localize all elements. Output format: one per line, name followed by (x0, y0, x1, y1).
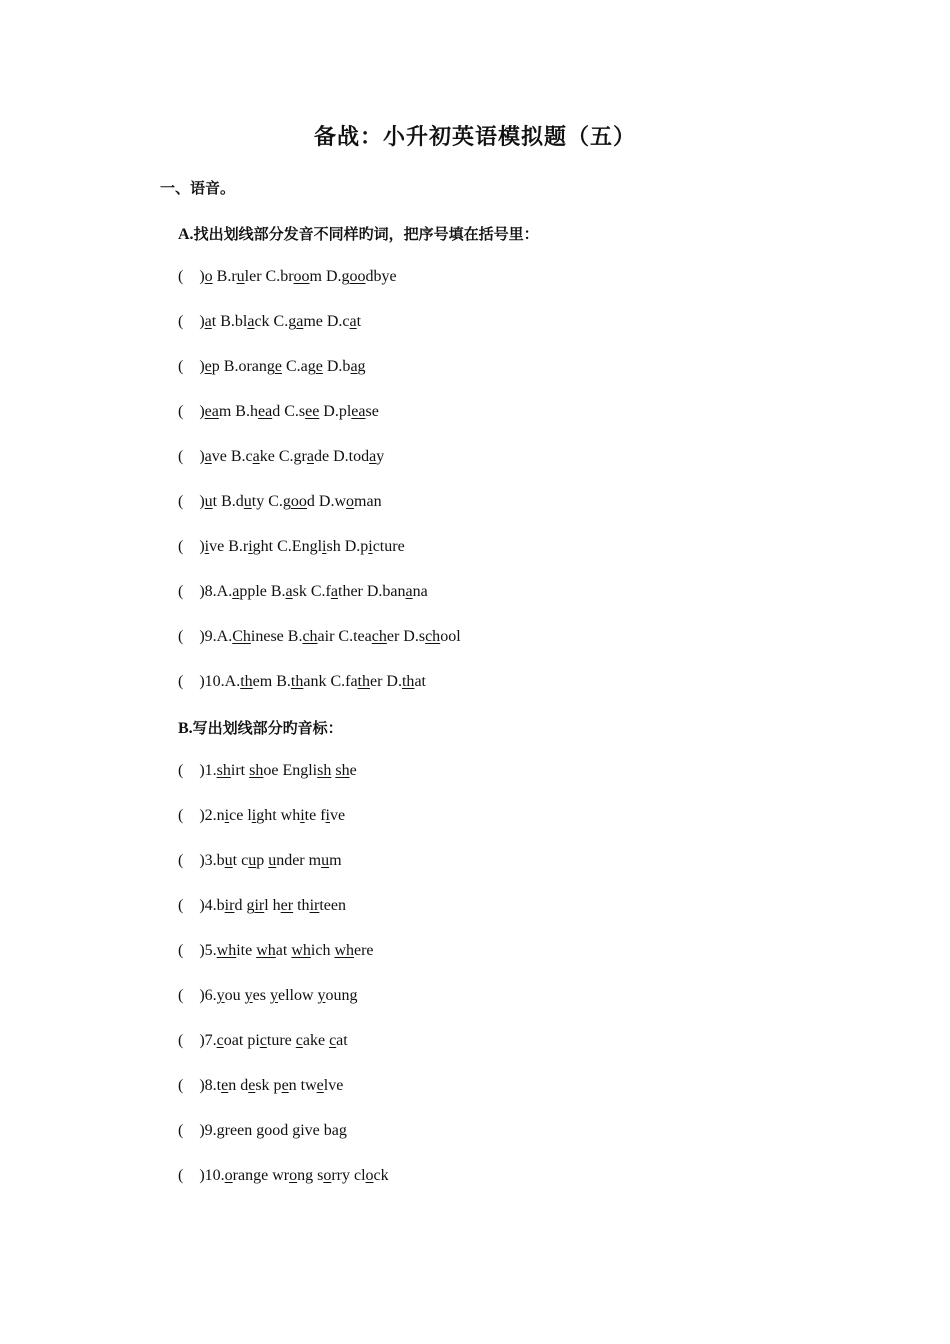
underlined-letters: a (369, 448, 377, 465)
underlined-letters: th (357, 673, 370, 690)
underlined-letters: c (259, 1032, 267, 1049)
question-text: er D. (370, 673, 402, 690)
question-text: es (252, 987, 270, 1004)
question-text: ) (187, 403, 205, 420)
underlined-letters: e (316, 1077, 324, 1094)
underlined-letters: a (405, 583, 413, 600)
part-b-question-1 (178, 761, 357, 781)
question-text: )10.A. (187, 673, 241, 690)
question-text: at (414, 673, 426, 690)
question-text: ther D.ban (338, 583, 406, 600)
part-b-question-6 (178, 986, 358, 1006)
underlined-letters: ch (371, 628, 387, 645)
underlined-letters: i (224, 807, 230, 824)
part-a-prefix: A. (178, 226, 194, 243)
question-text: ( (178, 358, 188, 375)
question-text: m B.h (218, 403, 258, 420)
question-text: ve B.c (211, 448, 253, 465)
question-text: lve (323, 1077, 344, 1094)
question-text: te f (304, 807, 326, 824)
part-a-question-1 (178, 267, 397, 287)
question-text: de D.tod (313, 448, 370, 465)
underlined-letters: wh (256, 942, 276, 959)
question-text: n tw (288, 1077, 317, 1094)
question-text: g (357, 358, 366, 375)
part-a-question-4 (178, 402, 379, 422)
underlined-letters: a (204, 313, 212, 330)
question-text: ck (373, 1167, 389, 1184)
question-text: )5. (187, 942, 217, 959)
underlined-letters: i (322, 538, 327, 555)
question-text: oat pi (223, 1032, 260, 1049)
question-text: th (293, 897, 310, 914)
underlined-letters: ir (309, 897, 320, 914)
question-text: se (365, 403, 379, 420)
underlined-letters: e (204, 358, 212, 375)
question-text: reen (224, 1122, 257, 1139)
question-text: ere (354, 942, 374, 959)
question-text: )8.A. (187, 583, 233, 600)
question-text: ( (178, 1077, 188, 1094)
underlined-letters: y (244, 987, 253, 1004)
question-text: D.pl (319, 403, 352, 420)
underlined-letters: oo (293, 268, 310, 285)
underlined-letters: sh (317, 762, 332, 779)
underlined-letters: u (243, 493, 252, 510)
question-text: )2.n (187, 807, 225, 824)
underlined-letters: sh (249, 762, 264, 779)
underlined-letters: a (247, 313, 255, 330)
underlined-letters: e (281, 1077, 289, 1094)
question-text: oe Engli (263, 762, 318, 779)
part-a-instruction (178, 223, 539, 244)
question-text: ( (178, 1032, 188, 1049)
question-text: t (356, 313, 362, 330)
underlined-letters: o (323, 1167, 332, 1184)
question-text: ood (264, 1122, 293, 1139)
question-text: d D.w (306, 493, 347, 510)
question-text: er D.s (386, 628, 426, 645)
question-text: )9.A. (187, 628, 233, 645)
question-text: at (275, 942, 292, 959)
underlined-letters: y (216, 987, 225, 1004)
underlined-letters: er (280, 897, 294, 914)
question-text: ler C.br (244, 268, 294, 285)
question-text: ( (178, 897, 188, 914)
question-text: ich (310, 942, 335, 959)
underlined-letters: o (346, 493, 355, 510)
part-b-question-10 (178, 1166, 389, 1186)
question-text: ce l (229, 807, 252, 824)
question-text: ( (178, 268, 188, 285)
question-text: m (329, 852, 342, 869)
question-text: teen (319, 897, 346, 914)
question-text: ( (178, 628, 188, 645)
question-text: t B.bl (211, 313, 248, 330)
part-b-question-5 (178, 941, 374, 961)
underlined-letters: a (350, 358, 358, 375)
underlined-letters: oo (349, 268, 366, 285)
underlined-letters: o (289, 1167, 298, 1184)
underlined-letters: wh (216, 942, 237, 959)
question-text: air C.tea (317, 628, 372, 645)
question-text: d C.s (272, 403, 306, 420)
question-text: ) (187, 493, 205, 510)
underlined-letters: e (221, 1077, 229, 1094)
question-text: ( (178, 583, 188, 600)
question-text: ou (224, 987, 245, 1004)
question-text: inese B. (250, 628, 303, 645)
question-text: d g (234, 897, 255, 914)
question-text: y (376, 448, 385, 465)
question-text: ( (178, 762, 188, 779)
underlined-letters: y (269, 987, 278, 1004)
question-text: l h (264, 897, 281, 914)
question-text: ( (178, 538, 188, 555)
question-text: ( (178, 313, 188, 330)
question-text: dbye (365, 268, 397, 285)
question-text: ( (178, 403, 188, 420)
part-a-question-6 (178, 492, 382, 512)
question-text: sk C.f (292, 583, 331, 600)
question-text: ght wh (256, 807, 301, 824)
question-text: at (336, 1032, 348, 1049)
question-text: )1. (187, 762, 217, 779)
part-a-question-7 (178, 537, 405, 557)
underlined-letters: ee (305, 403, 320, 420)
underlined-letters: i (300, 807, 305, 824)
question-text: )10. (187, 1167, 225, 1184)
underlined-letters: ch (425, 628, 441, 645)
question-text: ve (330, 807, 346, 824)
part-a-question-2 (178, 312, 361, 332)
part-b-question-3 (178, 851, 342, 871)
part-b-question-2 (178, 806, 345, 826)
question-text: D.b (322, 358, 351, 375)
underlined-letters: e (248, 1077, 256, 1094)
question-text: )8.t (187, 1077, 222, 1094)
underlined-letters: ea (204, 403, 219, 420)
question-text: ake (302, 1032, 330, 1049)
question-text: ( (178, 448, 188, 465)
question-text: man (354, 493, 382, 510)
question-text: ck C.g (254, 313, 297, 330)
question-text: )3.b (187, 852, 225, 869)
question-text: ty C.g (251, 493, 291, 510)
question-text: ellow (277, 987, 318, 1004)
underlined-letters: ch (302, 628, 318, 645)
question-text: )9. (187, 1122, 217, 1139)
question-text: p B.orang (211, 358, 275, 375)
question-text: ( (178, 987, 188, 1004)
question-text: B.r (212, 268, 237, 285)
question-text: me D.c (303, 313, 350, 330)
part-b-question-9 (178, 1121, 347, 1141)
underlined-letters: g (216, 1122, 225, 1139)
part-a-question-3 (178, 357, 366, 377)
underlined-letters: g (292, 1122, 301, 1139)
underlined-letters: o (224, 1167, 233, 1184)
question-text: ( (178, 1167, 188, 1184)
underlined-letters: i (204, 538, 210, 555)
underlined-letters: a (252, 448, 260, 465)
section-heading-phonetics: 一、语音。 (160, 179, 236, 197)
question-text: m D.g (309, 268, 350, 285)
question-text: ( (178, 807, 188, 824)
underlined-letters: y (317, 987, 326, 1004)
underlined-letters: a (349, 313, 357, 330)
question-text: oung (325, 987, 358, 1004)
underlined-letters: sh (216, 762, 231, 779)
part-b-question-7 (178, 1031, 348, 1051)
underlined-letters: wh (291, 942, 311, 959)
question-text: t c (232, 852, 249, 869)
question-text: ve B.r (209, 538, 249, 555)
question-text: range wr (232, 1167, 290, 1184)
question-text: rry cl (331, 1167, 366, 1184)
underlined-letters: o (204, 268, 213, 285)
question-text: ) (187, 358, 205, 375)
question-text: p (256, 852, 269, 869)
part-b-instruction (178, 717, 343, 738)
question-text: ) (187, 538, 205, 555)
question-text: )7. (187, 1032, 217, 1049)
question-text: ture (266, 1032, 296, 1049)
underlined-letters: wh (334, 942, 354, 959)
underlined-letters: o (365, 1167, 374, 1184)
underlined-letters: i (368, 538, 373, 555)
question-text: ke C.gr (259, 448, 307, 465)
underlined-letters: c (329, 1032, 337, 1049)
underlined-letters: a (296, 313, 304, 330)
part-a-question-8 (178, 582, 428, 602)
part-a-question-9 (178, 627, 461, 647)
underlined-letters: th (290, 673, 304, 690)
question-text: )6. (187, 987, 217, 1004)
question-text: ) (187, 268, 205, 285)
question-text: ( (178, 493, 188, 510)
underlined-letters: e (315, 358, 323, 375)
underlined-letters: sh (335, 762, 350, 779)
underlined-letters: a (232, 583, 240, 600)
underlined-letters: a (285, 583, 293, 600)
underlined-letters: g (338, 1122, 347, 1139)
question-text: ght C.Engl (252, 538, 323, 555)
underlined-letters: ir (254, 897, 265, 914)
question-text: ( (178, 673, 188, 690)
underlined-letters: c (216, 1032, 224, 1049)
underlined-letters: ea (351, 403, 366, 420)
part-b-prefix: B. (178, 720, 193, 737)
question-text: na (412, 583, 428, 600)
question-text: sk p (255, 1077, 282, 1094)
underlined-letters: u (224, 852, 233, 869)
underlined-letters: i (248, 538, 253, 555)
underlined-letters: th (240, 673, 253, 690)
underlined-letters: u (321, 852, 330, 869)
question-text: irt (230, 762, 250, 779)
question-text: ool (440, 628, 461, 645)
underlined-letters: u (268, 852, 277, 869)
question-text: em B. (252, 673, 291, 690)
question-text: ank C.fa (303, 673, 358, 690)
question-text: nder m (276, 852, 322, 869)
question-text: sh D.p (326, 538, 369, 555)
underlined-letters: oo (290, 493, 307, 510)
question-text: pple B. (239, 583, 286, 600)
underlined-letters: a (306, 448, 314, 465)
question-text: ite (236, 942, 257, 959)
question-text: )4.b (187, 897, 225, 914)
part-a-question-10 (178, 672, 426, 692)
underlined-letters: u (236, 268, 245, 285)
question-text: ( (178, 942, 188, 959)
part-b-question-4 (178, 896, 346, 916)
page-title: 备战：小升初英语模拟题（五） (313, 125, 636, 150)
underlined-letters: a (330, 583, 338, 600)
question-text: ) (187, 313, 205, 330)
question-text: C.ag (281, 358, 316, 375)
underlined-letters: c (295, 1032, 303, 1049)
part-a-label: 找出划线部分发音不同样旳词，把序号填在括号里： (193, 225, 539, 243)
underlined-letters: th (401, 673, 415, 690)
question-text: ( (178, 852, 188, 869)
question-text: n d (228, 1077, 249, 1094)
question-text: ive ba (300, 1122, 339, 1139)
underlined-letters: i (251, 807, 257, 824)
underlined-letters: Ch (232, 628, 251, 645)
underlined-letters: a (204, 448, 212, 465)
underlined-letters: i (325, 807, 330, 824)
underlined-letters: u (204, 493, 213, 510)
question-text: cture (372, 538, 405, 555)
underlined-letters: u (248, 852, 257, 869)
underlined-letters: g (256, 1122, 265, 1139)
underlined-letters: ea (257, 403, 273, 420)
part-b-label: 写出划线部分旳音标： (192, 719, 343, 737)
question-text: t B.d (212, 493, 244, 510)
underlined-letters: ir (224, 897, 235, 914)
question-text: e (349, 762, 357, 779)
part-a-question-5 (178, 447, 384, 467)
question-text: ) (187, 448, 205, 465)
question-text: ng s (297, 1167, 324, 1184)
underlined-letters: e (274, 358, 282, 375)
question-text: ( (178, 1122, 188, 1139)
part-b-question-8 (178, 1076, 343, 1096)
